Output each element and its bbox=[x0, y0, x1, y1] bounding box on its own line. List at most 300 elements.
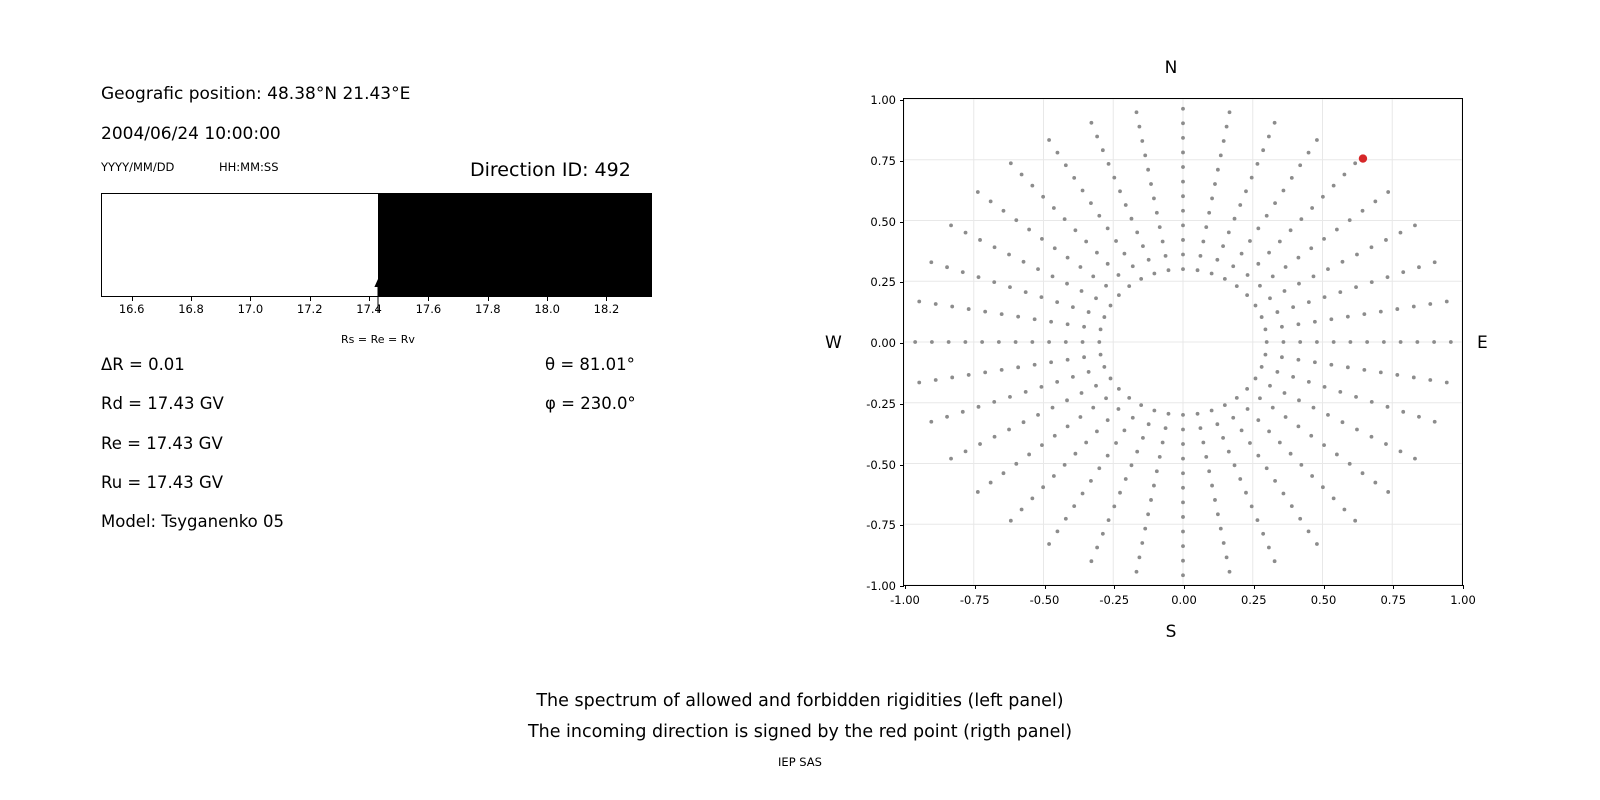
direction-dot bbox=[1020, 173, 1024, 177]
direction-dot bbox=[1307, 300, 1311, 304]
direction-dot bbox=[978, 442, 982, 446]
direction-dot bbox=[1181, 136, 1185, 140]
direction-dot bbox=[1310, 474, 1314, 478]
direction-dot bbox=[1361, 471, 1365, 475]
direction-dot bbox=[1040, 385, 1044, 389]
direction-dot bbox=[945, 415, 949, 419]
direction-dot bbox=[1225, 555, 1229, 559]
direction-dot bbox=[1181, 238, 1185, 242]
rs-marker-label: Rs = Re = Rv bbox=[341, 333, 415, 346]
direction-dot bbox=[1433, 420, 1437, 424]
direction-dot bbox=[1267, 429, 1271, 433]
caption-line-1: The spectrum of allowed and forbidden rigidities (left panel) bbox=[536, 691, 1064, 711]
direction-dot bbox=[1024, 390, 1028, 394]
direction-dot bbox=[1064, 163, 1068, 167]
direction-dot bbox=[1064, 517, 1068, 521]
direction-dot bbox=[1097, 466, 1101, 470]
geographic-position-label: Geografic position: 48.38°N 21.43°E bbox=[101, 84, 411, 104]
figure-caption bbox=[0, 686, 1600, 748]
direction-dot bbox=[1225, 125, 1229, 129]
x-axis-tick-label: -0.25 bbox=[1099, 593, 1130, 607]
direction-dot bbox=[913, 340, 917, 344]
direction-dot bbox=[1256, 262, 1260, 266]
direction-dot bbox=[1323, 295, 1327, 299]
direction-dot bbox=[1087, 310, 1091, 314]
direction-dot bbox=[1332, 184, 1336, 188]
direction-dot bbox=[1106, 454, 1110, 458]
direction-dot bbox=[1055, 300, 1059, 304]
direction-dot bbox=[1296, 358, 1300, 362]
rigidity-axis-tick-label: 16.6 bbox=[118, 302, 145, 316]
direction-dot bbox=[1348, 462, 1352, 466]
direction-dot bbox=[1009, 519, 1013, 523]
direction-dot bbox=[989, 481, 993, 485]
direction-dot bbox=[1097, 214, 1101, 218]
direction-dot bbox=[1244, 491, 1248, 495]
x-axis-tickmark bbox=[1393, 585, 1394, 589]
direction-dot bbox=[1052, 474, 1056, 478]
direction-dot bbox=[1051, 406, 1055, 410]
direction-dot bbox=[1260, 315, 1264, 319]
direction-dot bbox=[1124, 477, 1128, 481]
direction-dot bbox=[1221, 244, 1225, 248]
direction-dot bbox=[945, 265, 949, 269]
direction-dot bbox=[1221, 436, 1225, 440]
direction-dot bbox=[1089, 479, 1093, 483]
direction-dot bbox=[1213, 498, 1217, 502]
direction-dot bbox=[1228, 570, 1232, 574]
direction-dot bbox=[1235, 284, 1239, 288]
direction-dot bbox=[1222, 541, 1226, 545]
direction-dot bbox=[1291, 305, 1295, 309]
direction-dot bbox=[1240, 252, 1244, 256]
direction-dot bbox=[989, 200, 993, 204]
direction-dot bbox=[1207, 469, 1211, 473]
direction-dot bbox=[1022, 260, 1026, 264]
direction-dot bbox=[1135, 570, 1139, 574]
direction-dot bbox=[1210, 197, 1214, 201]
direction-dot bbox=[1258, 396, 1262, 400]
direction-dot bbox=[1278, 240, 1282, 244]
direction-dot bbox=[1056, 529, 1060, 533]
direction-dot bbox=[967, 307, 971, 311]
direction-dot bbox=[1309, 246, 1313, 250]
direction-dot bbox=[1283, 289, 1287, 293]
direction-dot bbox=[1384, 442, 1388, 446]
direction-dot bbox=[1283, 391, 1287, 395]
direction-dot bbox=[1312, 406, 1316, 410]
direction-dot bbox=[1210, 484, 1214, 488]
direction-dot bbox=[1449, 340, 1453, 344]
direction-dot bbox=[1373, 200, 1377, 204]
direction-dot bbox=[1101, 532, 1105, 536]
rigidity-axis-tick bbox=[310, 297, 311, 301]
direction-dot bbox=[1047, 542, 1051, 546]
direction-dot bbox=[983, 310, 987, 314]
direction-dot bbox=[1066, 424, 1070, 428]
direction-dot bbox=[1412, 376, 1416, 380]
direction-dot bbox=[1155, 469, 1159, 473]
direction-dot bbox=[1373, 481, 1377, 485]
direction-dot bbox=[1307, 529, 1311, 533]
direction-dot bbox=[1079, 415, 1083, 419]
direction-dot bbox=[1181, 223, 1185, 227]
direction-dot bbox=[1428, 302, 1432, 306]
compass-west-label: W bbox=[825, 333, 842, 353]
y-axis-tick-label: -0.25 bbox=[866, 396, 896, 411]
direction-dot bbox=[1415, 340, 1419, 344]
direction-dot bbox=[1164, 254, 1168, 258]
direction-dot bbox=[1158, 225, 1162, 229]
forbidden-rigidity-band bbox=[378, 194, 651, 296]
direction-dot bbox=[1065, 398, 1069, 402]
direction-dot bbox=[1315, 340, 1319, 344]
direction-dot bbox=[1027, 228, 1031, 232]
direction-map-panel bbox=[800, 0, 1600, 680]
direction-dot bbox=[1273, 479, 1277, 483]
direction-dot bbox=[1299, 463, 1303, 467]
direction-dot bbox=[1343, 508, 1347, 512]
direction-dot bbox=[1158, 455, 1162, 459]
direction-dot bbox=[1273, 121, 1277, 125]
direction-dot bbox=[1355, 253, 1359, 257]
y-axis-tickmark bbox=[900, 404, 904, 405]
direction-dot bbox=[1181, 530, 1185, 534]
direction-dot bbox=[1149, 498, 1153, 502]
direction-dot bbox=[1291, 375, 1295, 379]
direction-dot bbox=[1022, 420, 1026, 424]
direction-dot bbox=[1216, 168, 1220, 172]
direction-dot bbox=[1265, 214, 1269, 218]
direction-dot bbox=[1097, 340, 1101, 344]
direction-dot bbox=[1009, 161, 1013, 165]
direction-dot bbox=[1049, 360, 1053, 364]
direction-dot bbox=[978, 238, 982, 242]
direction-dot bbox=[1152, 409, 1156, 413]
direction-dot bbox=[1289, 452, 1293, 456]
direction-dot bbox=[1275, 310, 1279, 314]
direction-dot bbox=[1413, 223, 1417, 227]
phi-value: φ = 230.0° bbox=[545, 394, 636, 413]
direction-dot bbox=[1297, 424, 1301, 428]
direction-dot bbox=[1329, 363, 1333, 367]
direction-dot bbox=[1181, 180, 1185, 184]
direction-dot bbox=[1008, 395, 1012, 399]
direction-dot bbox=[1322, 443, 1326, 447]
direction-dot bbox=[1382, 340, 1386, 344]
direction-dot bbox=[934, 302, 938, 306]
x-axis-tickmark bbox=[1045, 585, 1046, 589]
direction-dot bbox=[1399, 449, 1403, 453]
direction-dot bbox=[1386, 275, 1390, 279]
direction-dot bbox=[1280, 325, 1284, 329]
credit-label: IEP SAS bbox=[778, 755, 822, 769]
direction-dot bbox=[1101, 148, 1105, 152]
direction-dot bbox=[1268, 296, 1272, 300]
direction-dot bbox=[1222, 139, 1226, 143]
direction-dot bbox=[1104, 284, 1108, 288]
direction-dot bbox=[1264, 327, 1268, 331]
direction-dot bbox=[1036, 267, 1040, 271]
direction-dot bbox=[1210, 272, 1214, 276]
direction-dot bbox=[1329, 317, 1333, 321]
ru-value: Ru = 17.43 GV bbox=[101, 473, 224, 492]
direction-dot bbox=[1053, 434, 1057, 438]
x-axis-tickmark bbox=[1463, 585, 1464, 589]
y-axis-tick-label: 0.25 bbox=[870, 275, 896, 290]
direction-dot bbox=[1181, 165, 1185, 169]
direction-dot bbox=[993, 435, 997, 439]
direction-dot bbox=[1353, 161, 1357, 165]
direction-dot bbox=[1348, 218, 1352, 222]
direction-dot bbox=[1155, 211, 1159, 215]
y-axis-tick-label: -1.00 bbox=[866, 579, 896, 593]
direction-dot bbox=[1238, 477, 1242, 481]
direction-dot bbox=[1413, 457, 1417, 461]
rigidity-axis-tick-label: 18.2 bbox=[593, 302, 620, 316]
direction-dot bbox=[1071, 375, 1075, 379]
rigidity-axis-tick bbox=[250, 297, 251, 301]
direction-dot bbox=[1000, 368, 1004, 372]
direction-dot bbox=[1131, 264, 1135, 268]
direction-dot bbox=[1052, 206, 1056, 210]
direction-dot bbox=[1147, 258, 1151, 262]
direction-dot bbox=[1117, 387, 1121, 391]
direction-dot bbox=[1149, 182, 1153, 186]
direction-dot bbox=[1299, 217, 1303, 221]
direction-dot bbox=[967, 373, 971, 377]
x-axis-tickmark bbox=[1324, 585, 1325, 589]
direction-dot bbox=[1219, 527, 1223, 531]
direction-dot bbox=[1139, 277, 1143, 281]
direction-dot bbox=[917, 381, 921, 385]
direction-dot bbox=[1167, 268, 1171, 272]
direction-scatter-canvas bbox=[904, 99, 1462, 585]
direction-dot bbox=[1040, 443, 1044, 447]
direction-dot bbox=[1104, 396, 1108, 400]
direction-dot bbox=[1095, 546, 1099, 550]
direction-dot bbox=[1181, 253, 1185, 257]
direction-dot bbox=[1223, 277, 1227, 281]
direction-dot bbox=[1341, 260, 1345, 264]
direction-dot bbox=[1141, 436, 1145, 440]
direction-dot bbox=[1181, 413, 1185, 417]
direction-dot bbox=[1282, 189, 1286, 193]
direction-dot bbox=[1313, 320, 1317, 324]
direction-dot bbox=[1127, 284, 1131, 288]
direction-dot bbox=[1379, 370, 1383, 374]
x-axis-tick-label: 0.50 bbox=[1310, 593, 1337, 607]
rigidity-axis-tick bbox=[132, 297, 133, 301]
direction-dot bbox=[1084, 240, 1088, 244]
direction-dot bbox=[1130, 463, 1134, 467]
direction-dot bbox=[1147, 422, 1151, 426]
direction-dot bbox=[1106, 262, 1110, 266]
direction-dot bbox=[1240, 428, 1244, 432]
direction-dot bbox=[1080, 391, 1084, 395]
y-axis-tickmark bbox=[900, 465, 904, 466]
direction-dot bbox=[1146, 168, 1150, 172]
direction-dot bbox=[1370, 245, 1374, 249]
direction-dot bbox=[1109, 377, 1113, 381]
direction-dot bbox=[950, 305, 954, 309]
direction-dot bbox=[1412, 305, 1416, 309]
direction-dot bbox=[1007, 253, 1011, 257]
rd-value: Rd = 17.43 GV bbox=[101, 394, 224, 413]
direction-dot bbox=[963, 340, 967, 344]
direction-dot bbox=[1207, 211, 1211, 215]
direction-dot bbox=[1223, 403, 1227, 407]
direction-dot bbox=[1181, 559, 1185, 563]
x-axis-tickmark bbox=[1114, 585, 1115, 589]
direction-dot bbox=[1094, 296, 1098, 300]
rigidity-spectrum-panel bbox=[0, 0, 760, 640]
x-axis-tick-label: -0.50 bbox=[1029, 593, 1060, 607]
direction-dot bbox=[1181, 544, 1185, 548]
direction-dot bbox=[1213, 182, 1217, 186]
direction-dot bbox=[1152, 272, 1156, 276]
direction-dot bbox=[1273, 559, 1277, 563]
direction-dot bbox=[1256, 162, 1260, 166]
direction-dot bbox=[992, 400, 996, 404]
direction-dot bbox=[1107, 518, 1111, 522]
rigidity-axis-tick bbox=[547, 297, 548, 301]
direction-dot bbox=[1072, 176, 1076, 180]
direction-dot bbox=[1033, 363, 1037, 367]
direction-dot bbox=[1428, 378, 1432, 382]
direction-dot bbox=[1107, 162, 1111, 166]
direction-dot bbox=[964, 231, 968, 235]
direction-dot bbox=[1335, 453, 1339, 457]
direction-dot bbox=[1181, 209, 1185, 213]
direction-dot bbox=[1007, 428, 1011, 432]
direction-dot bbox=[1289, 228, 1293, 232]
direction-dot bbox=[1395, 373, 1399, 377]
direction-dot bbox=[1095, 429, 1099, 433]
direction-dot bbox=[1051, 274, 1055, 278]
rigidity-axis-tick bbox=[191, 297, 192, 301]
rigidity-axis-tick-label: 17.6 bbox=[415, 302, 442, 316]
direction-dot bbox=[1284, 415, 1288, 419]
direction-dot bbox=[964, 449, 968, 453]
y-axis-tick-label: 1.00 bbox=[870, 93, 896, 107]
direction-dot bbox=[1112, 505, 1116, 509]
direction-dot bbox=[1268, 384, 1272, 388]
x-axis-tick-label: 0.75 bbox=[1380, 593, 1407, 607]
direction-dot bbox=[1370, 435, 1374, 439]
direction-dot bbox=[1290, 176, 1294, 180]
y-axis-tickmark bbox=[900, 161, 904, 162]
direction-dot bbox=[1256, 226, 1260, 230]
direction-dot bbox=[1445, 300, 1449, 304]
y-axis-tick-label: 0.50 bbox=[870, 214, 896, 229]
direction-dot bbox=[1245, 387, 1249, 391]
direction-dot bbox=[1250, 505, 1254, 509]
direction-dot bbox=[1297, 282, 1301, 286]
direction-dot bbox=[1233, 217, 1237, 221]
direction-dot bbox=[1181, 471, 1185, 475]
direction-scatter-plot bbox=[866, 93, 1476, 607]
direction-dot bbox=[1258, 284, 1262, 288]
direction-dot bbox=[1082, 355, 1086, 359]
direction-dot bbox=[1261, 532, 1265, 536]
direction-dot bbox=[1167, 412, 1171, 416]
direction-dot bbox=[1109, 304, 1113, 308]
direction-dot bbox=[1181, 515, 1185, 519]
direction-dot bbox=[1201, 441, 1205, 445]
direction-dot bbox=[1246, 407, 1250, 411]
direction-dot bbox=[1152, 484, 1156, 488]
direction-dot bbox=[1362, 368, 1366, 372]
direction-dot bbox=[1102, 315, 1106, 319]
direction-dot bbox=[1265, 466, 1269, 470]
direction-dot bbox=[977, 405, 981, 409]
direction-dot bbox=[1290, 504, 1294, 508]
direction-dot bbox=[1215, 258, 1219, 262]
direction-dot bbox=[1254, 377, 1258, 381]
direction-dot bbox=[1335, 228, 1339, 232]
direction-dot bbox=[1118, 189, 1122, 193]
direction-dot bbox=[1312, 274, 1316, 278]
direction-dot bbox=[1227, 230, 1231, 234]
direction-dot bbox=[1256, 454, 1260, 458]
direction-dot bbox=[1073, 452, 1077, 456]
direction-dot bbox=[1099, 327, 1103, 331]
direction-dot bbox=[1181, 500, 1185, 504]
direction-dot bbox=[1219, 153, 1223, 157]
direction-dot bbox=[917, 300, 921, 304]
direction-dot bbox=[1087, 370, 1091, 374]
direction-dot bbox=[1321, 195, 1325, 199]
direction-dot bbox=[1000, 312, 1004, 316]
direction-dot bbox=[961, 410, 965, 414]
direction-dot bbox=[1152, 197, 1156, 201]
direction-dot bbox=[1014, 340, 1018, 344]
direction-dot bbox=[930, 340, 934, 344]
y-axis-tick-label: -0.75 bbox=[866, 518, 896, 533]
compass-north-label: N bbox=[1164, 58, 1178, 78]
delta-r-value: ΔR = 0.01 bbox=[101, 355, 185, 374]
y-axis-tickmark bbox=[900, 100, 904, 101]
x-axis-tick-label: 0.25 bbox=[1240, 593, 1267, 607]
direction-dot bbox=[1081, 189, 1085, 193]
direction-dot bbox=[1341, 420, 1345, 424]
direction-dot bbox=[1267, 251, 1271, 255]
direction-dot bbox=[1353, 519, 1357, 523]
direction-dot bbox=[1354, 285, 1358, 289]
direction-dot bbox=[1282, 492, 1286, 496]
direction-dot bbox=[1030, 184, 1034, 188]
direction-dot bbox=[1066, 256, 1070, 260]
direction-dot bbox=[929, 420, 933, 424]
direction-dot bbox=[1137, 125, 1141, 129]
compass-east-label: E bbox=[1477, 333, 1488, 353]
direction-dot bbox=[1204, 225, 1208, 229]
direction-dot bbox=[1235, 396, 1239, 400]
x-axis-tickmark bbox=[1184, 585, 1185, 589]
direction-dot bbox=[1135, 110, 1139, 114]
direction-dot bbox=[1384, 238, 1388, 242]
direction-dot bbox=[1140, 541, 1144, 545]
direction-dot bbox=[1307, 380, 1311, 384]
direction-dot bbox=[1399, 340, 1403, 344]
direction-dot bbox=[1273, 201, 1277, 205]
x-axis-tick-label: -0.75 bbox=[959, 593, 990, 607]
direction-dot bbox=[997, 340, 1001, 344]
rigidity-axis-tick bbox=[369, 297, 370, 301]
direction-dot bbox=[1265, 340, 1269, 344]
date-format-hint: YYYY/MM/DD bbox=[101, 160, 175, 174]
